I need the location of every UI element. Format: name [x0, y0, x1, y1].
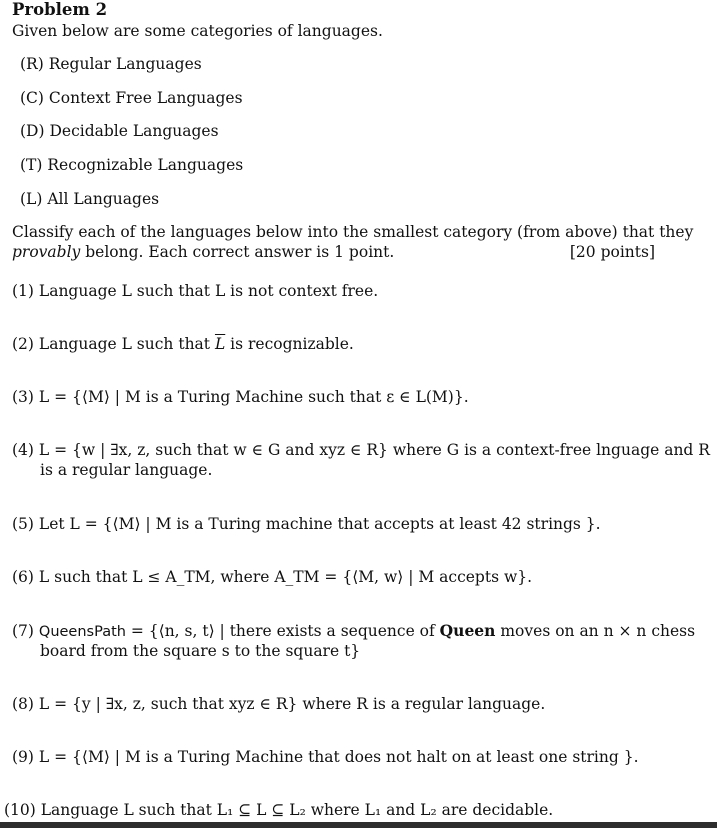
question-7 — [12, 621, 695, 642]
question-9 — [12, 747, 639, 767]
category-code: (D) — [20, 122, 45, 140]
question-text-post: moves on an n × n chess — [495, 622, 696, 640]
question-number: (7) — [12, 622, 34, 640]
category-item — [20, 88, 243, 108]
question-3 — [12, 387, 469, 407]
question-text: L such that L ≤ A_TM, where A_TM = {⟨M, w⟩ | M accepts w}. — [38, 568, 533, 586]
category-code: (C) — [20, 89, 44, 107]
question-number: (6) — [12, 568, 34, 586]
question-4 — [12, 440, 710, 460]
question-text-pre: Language L such that — [38, 335, 215, 353]
question-text: Let L = {⟨M⟩ | M is a Turing machine that accepts at least 42 strings }. — [38, 515, 601, 533]
question-2 — [12, 334, 354, 354]
question-number: (3) — [12, 388, 34, 406]
instructions-line-1: Classify each of the languages below into the smallest category (from above) that they — [12, 223, 694, 241]
category-name: Decidable Languages — [49, 122, 219, 140]
question-8 — [12, 694, 545, 714]
category-code: (T) — [20, 156, 43, 174]
question-text-line-1: L = {w | ∃x, z, such that w ∈ G and xyz ∈ R} where G is a context-free lnguage and R — [38, 441, 710, 459]
question-1 — [12, 281, 378, 301]
question-7-line-2: board from the square s to the square t} — [40, 642, 361, 660]
category-code: (L) — [20, 190, 43, 208]
question-number: (5) — [12, 515, 34, 533]
question-text: L = {⟨M⟩ | M is a Turing Machine that does not halt on at least one string }. — [38, 748, 639, 766]
instructions-line-2 — [12, 242, 655, 262]
question-number: (4) — [12, 441, 34, 459]
category-name: Context Free Languages — [48, 89, 243, 107]
category-item — [20, 54, 202, 74]
question-4-line-2: is a regular language. — [40, 461, 213, 479]
question-number: (10) — [4, 801, 36, 819]
question-number: (2) — [12, 335, 34, 353]
question-text: L = {⟨M⟩ | M is a Turing Machine such that ε ∈ L(M)}. — [38, 388, 469, 406]
intro-text: Given below are some categories of languages. — [12, 22, 383, 40]
question-text: Language L such that L₁ ⊆ L ⊆ L₂ where L₁ and L₂ are decidable. — [40, 801, 554, 819]
instructions-emphasis: provably — [12, 243, 81, 261]
question-5 — [12, 514, 601, 534]
points-label: [20 points] — [569, 243, 655, 261]
category-name: Recognizable Languages — [47, 156, 244, 174]
queenspath-name: QueensPath — [38, 624, 126, 640]
category-item — [20, 189, 159, 209]
category-name: Regular Languages — [48, 55, 202, 73]
question-10 — [4, 800, 553, 820]
category-item — [20, 155, 243, 175]
question-text-post: is recognizable. — [225, 335, 354, 353]
question-text: Language L such that L is not context free. — [38, 282, 379, 300]
question-number: (1) — [12, 282, 34, 300]
question-text: L = {y | ∃x, z, such that xyz ∈ R} where R is a regular language. — [38, 695, 546, 713]
queen-bold: Queen — [439, 621, 496, 640]
question-6 — [12, 567, 532, 587]
category-item — [20, 121, 219, 141]
category-code: (R) — [20, 55, 44, 73]
category-name: All Languages — [47, 190, 160, 208]
question-number: (8) — [12, 695, 34, 713]
complement-symbol: $\overline{L}$ — [214, 335, 226, 353]
question-text-pre: = {⟨n, s, t⟩ | there exists a sequence of — [125, 622, 440, 640]
problem-title: Problem 2 — [12, 0, 108, 19]
question-number: (9) — [12, 748, 34, 766]
bottom-edge-bar — [0, 822, 717, 828]
instructions-rest: belong. Each correct answer is 1 point. — [80, 243, 395, 261]
